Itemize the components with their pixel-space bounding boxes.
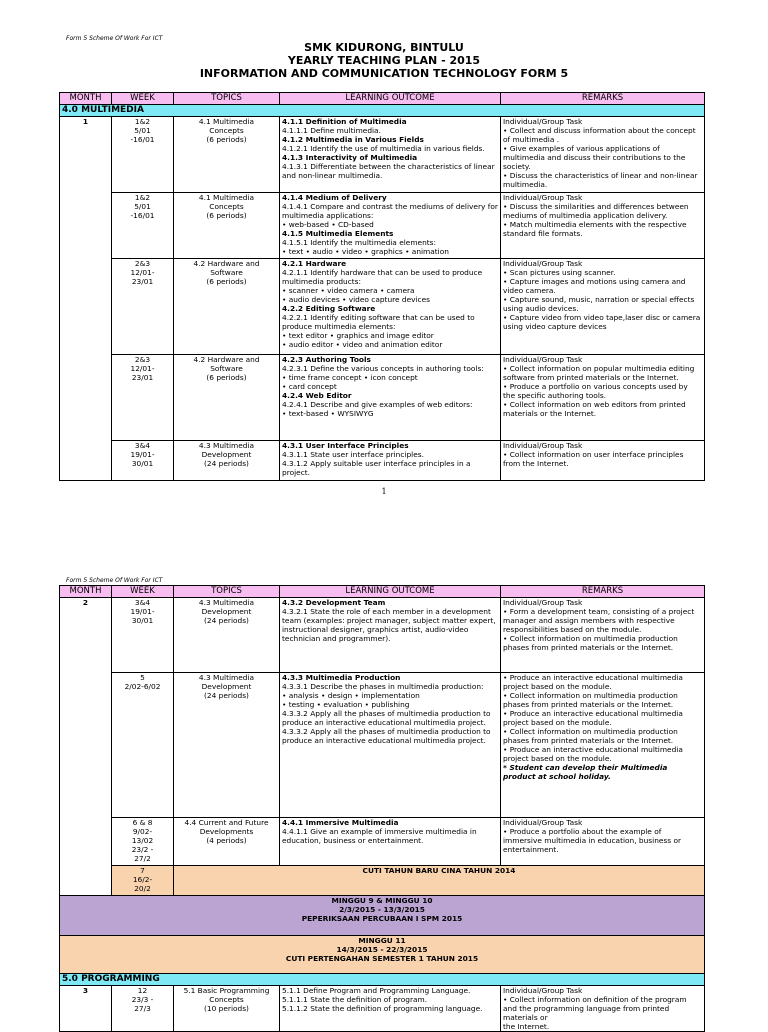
cny-holiday: CUTI TAHUN BARU CINA TAHUN 2014 <box>174 866 705 896</box>
outcome-text: 4.1.1.1 Define multimedia. <box>282 126 381 135</box>
topic-cell: 4.1 Multimedia Concepts (6 periods) <box>198 193 255 220</box>
outcome-heading: 5.1.1 Define Program and Programming Language. <box>282 986 471 995</box>
outcome-cell <box>280 193 501 259</box>
outcome-heading: 4.2.3 Authoring Tools <box>282 355 371 364</box>
col-outcome: LEARNING OUTCOME <box>280 586 501 598</box>
col-outcome: LEARNING OUTCOME <box>280 93 501 105</box>
outcome-text: 4.2.1.1 Identify hardware that can be used to produce multimedia products: • scanner • video camera • camera • audio devices • video capture devices <box>282 268 483 304</box>
month-cell: 2 <box>60 598 112 896</box>
col-week: WEEK <box>112 586 174 598</box>
week-cell: 6 & 8 9/02- 13/02 23/2 - 27/2 <box>131 818 154 863</box>
remarks-cell <box>501 117 705 193</box>
outcome-text: 4.3.2.1 State the role of each member in a development team (examples: project manager, subject matter expert, instructional designer, graphics artist, audio-video technician and programmer). <box>282 607 496 643</box>
col-remarks: REMARKS <box>501 586 705 598</box>
remark-heading: Individual/Group Task <box>503 818 583 827</box>
outcome-heading: 4.1.2 Multimedia in Various Fields <box>282 135 424 144</box>
remark-text: • Scan pictures using scanner. • Capture images and motions using camera and video camera. • Capture sound, music, narration or special effects using audio devices. • Capture video from video tape,laser disc or camera using video capture devices <box>503 268 701 331</box>
page-number: 1 <box>381 487 387 496</box>
outcome-text: 4.4.1.1 Give an example of immersive multimedia in education, business or entertainment. <box>282 827 477 845</box>
outcome-heading: 4.2.1 Hardware <box>282 259 347 268</box>
outcome-heading: 4.1.3 Interactivity of Multimedia <box>282 153 418 162</box>
remark-text: • Collect information on definition of the program and the programming language from printed materials or the Internet. <box>503 995 687 1031</box>
outcome-heading: 4.1.1 Definition of Multimedia <box>282 117 407 126</box>
topic-cell: 4.2 Hardware and Software (6 periods) <box>193 259 260 286</box>
remark-heading: Individual/Group Task <box>503 598 583 607</box>
remark-heading: Individual/Group Task <box>503 117 583 126</box>
outcome-heading: 4.3.2 Development Team <box>282 598 386 607</box>
outcome-cell <box>280 117 501 193</box>
col-topics: TOPICS <box>174 93 280 105</box>
topic-cell: 4.2 Hardware and Software (6 periods) <box>193 355 260 382</box>
outcome-heading: 4.1.4 Medium of Delivery <box>282 193 387 202</box>
remark-heading: Individual/Group Task <box>503 441 583 450</box>
break-line: MINGGU 11 <box>358 936 406 945</box>
remark-text: • Collect information on user interface principles from the Internet. <box>503 450 684 468</box>
outcome-text: 4.1.4.1 Compare and contrast the mediums of delivery for multimedia applications: • web-based • CD-based <box>282 202 498 229</box>
outcome-text: 4.2.2.1 Identify editing software that can be used to produce multimedia elements: • text editor • graphics and image editor • audio editor • video and animation editor <box>282 313 475 349</box>
outcome-heading: 4.2.2 Editing Software <box>282 304 376 313</box>
remark-heading: Individual/Group Task <box>503 193 583 202</box>
outcome-text: 5.1.1.1 State the definition of program. 5.1.1.2 State the definition of programming language. <box>282 995 483 1013</box>
topic-cell: 4.3 Multimedia Development (24 periods) <box>198 673 255 700</box>
remarks-cell <box>501 259 705 355</box>
topic-cell: 4.4 Current and Future Developments (4 periods) <box>184 818 269 845</box>
outcome-heading: 4.1.5 Multimedia Elements <box>282 229 394 238</box>
remark-heading: Individual/Group Task <box>503 259 583 268</box>
week-cell: 2&3 12/01- 23/01 <box>130 259 155 286</box>
outcome-heading: 4.3.1 User Interface Principles <box>282 441 409 450</box>
col-remarks: REMARKS <box>501 93 705 105</box>
outcome-text: 4.3.3.1 Describe the phases in multimedia production: • analysis • design • implementation • testing • evaluation • publishing 4.3.3.2 Apply all the phases of multimedia production to produce an interactive educational multimedia project. 4.3.3.2 Apply all the phases of multimedia production to produce an interactive educational multimedia project. <box>282 682 491 745</box>
week-cell: 5 2/02-6/02 <box>124 673 161 691</box>
outcome-cell <box>280 986 501 1032</box>
school-title: SMK KIDURONG, BINTULU <box>304 41 464 54</box>
week-cell: 3&4 19/01- 30/01 <box>130 441 155 468</box>
outcome-text: 4.3.1.1 State user interface principles. 4.3.1.2 Apply suitable user interface principles in a project. <box>282 450 471 477</box>
remark-text: • Form a development team, consisting of a project manager and assign members with respective responsibilities based on the module. • Collect information on multimedia production phases from printed materials or the Internet. <box>503 607 695 652</box>
remark-text: • Collect information on popular multimedia editing software from printed materials or the Internet. • Produce a portfolio on various concepts used by the specific authoring tools. • Collect information on web editors from printed materials or the Internet. <box>503 364 695 418</box>
month-cell: 3 <box>60 986 112 1032</box>
plan-title: YEARLY TEACHING PLAN - 2015 <box>287 54 481 67</box>
week-cell: 1&2 5/01 -16/01 <box>130 117 155 144</box>
outcome-text: 4.1.3.1 Differentiate between the characteristics of linear and non-linear multimedia. <box>282 162 495 180</box>
outcome-heading: 4.2.4 Web Editor <box>282 391 352 400</box>
topic-cell: 5.1 Basic Programming Concepts (10 periods) <box>183 986 270 1013</box>
week-cell: 12 23/3 - 27/3 <box>131 986 154 1013</box>
plan-table-page1 <box>59 92 705 481</box>
outcome-heading: 4.4.1 Immersive Multimedia <box>282 818 399 827</box>
topic-cell: 4.3 Multimedia Development (24 periods) <box>198 598 255 625</box>
exam-banner <box>60 896 705 936</box>
remarks-cell <box>501 441 705 481</box>
exam-line: 2/3/2015 - 13/3/2015 <box>339 905 425 914</box>
page-note: Form 5 Scheme Of Work For ICT <box>66 35 163 42</box>
remarks-cell <box>501 986 705 1032</box>
outcome-cell <box>280 818 501 866</box>
col-month: MONTH <box>60 586 112 598</box>
break-line: 14/3/2015 - 22/3/2015 <box>336 945 428 954</box>
week-cell: 3&4 19/01- 30/01 <box>130 598 155 625</box>
remarks-cell <box>501 673 705 818</box>
outcome-cell <box>280 441 501 481</box>
remark-text: • Discuss the similarities and differences between mediums of multimedia application delivery. • Match multimedia elements with the respective standard file formats. <box>503 202 689 238</box>
exam-line: PEPERIKSAAN PERCUBAAN I SPM 2015 <box>301 914 463 923</box>
remarks-cell <box>501 355 705 441</box>
section-multimedia: 4.0 MULTIMEDIA <box>60 105 705 117</box>
page-note: Form 5 Scheme Of Work For ICT <box>66 577 163 584</box>
week-cell: 7 16/2- 20/2 <box>132 866 153 893</box>
remark-note: * Student can develop their Multimedia product at school holiday. <box>503 763 668 781</box>
outcome-cell <box>280 673 501 818</box>
remark-heading: Individual/Group Task <box>503 986 583 995</box>
remark-text: • Produce a portfolio about the example of immersive multimedia in education, business or entertainment. <box>503 827 682 854</box>
subject-title: INFORMATION AND COMMUNICATION TECHNOLOGY FORM 5 <box>199 67 569 80</box>
remarks-cell <box>501 818 705 866</box>
remark-text: • Produce an interactive educational multimedia project based on the module. • Collect information on multimedia production phases from printed materials or the Internet. • Produce an interactive educational multimedia project based on the module. • Collect information on multimedia production phases from printed materials or the Internet. • Produce an interactive educational multimedia project based on the module. <box>503 673 683 763</box>
col-week: WEEK <box>112 93 174 105</box>
section-programming: 5.0 PROGRAMMING <box>60 974 705 986</box>
outcome-text: 4.2.3.1 Define the various concepts in authoring tools: • time frame concept • icon concept • card concept <box>282 364 484 391</box>
outcome-heading: 4.3.3 Multimedia Production <box>282 673 401 682</box>
outcome-cell <box>280 355 501 441</box>
outcome-text: 4.1.5.1 Identify the multimedia elements: • text • audio • video • graphics • animation <box>282 238 449 256</box>
col-month: MONTH <box>60 93 112 105</box>
remark-heading: Individual/Group Task <box>503 355 583 364</box>
month-cell: 1 <box>60 117 112 481</box>
outcome-text: 4.1.2.1 Identify the use of multimedia in various fields. <box>282 144 485 153</box>
exam-line: MINGGU 9 & MINGGU 10 <box>331 896 433 905</box>
plan-table-page2 <box>59 585 705 1032</box>
week-cell: 2&3 12/01- 23/01 <box>130 355 155 382</box>
topic-cell: 4.3 Multimedia Development (24 periods) <box>198 441 255 468</box>
remark-text: • Collect and discuss information about the concept of multimedia . • Give examples of various applications of multimedia and discuss their contributions to the society. • Discuss the characteristics of linear and non-linear multimedia. <box>503 126 698 189</box>
col-topics: TOPICS <box>174 586 280 598</box>
week-cell: 1&2 5/01 -16/01 <box>130 193 155 220</box>
topic-cell: 4.1 Multimedia Concepts (6 periods) <box>198 117 255 144</box>
outcome-cell <box>280 598 501 673</box>
outcome-text: 4.2.4.1 Describe and give examples of web editors: • text-based • WYSIWYG <box>282 400 473 418</box>
break-line: CUTI PERTENGAHAN SEMESTER 1 TAHUN 2015 <box>285 954 479 963</box>
outcome-cell <box>280 259 501 355</box>
remarks-cell <box>501 193 705 259</box>
remarks-cell <box>501 598 705 673</box>
midterm-break-banner <box>60 936 705 974</box>
